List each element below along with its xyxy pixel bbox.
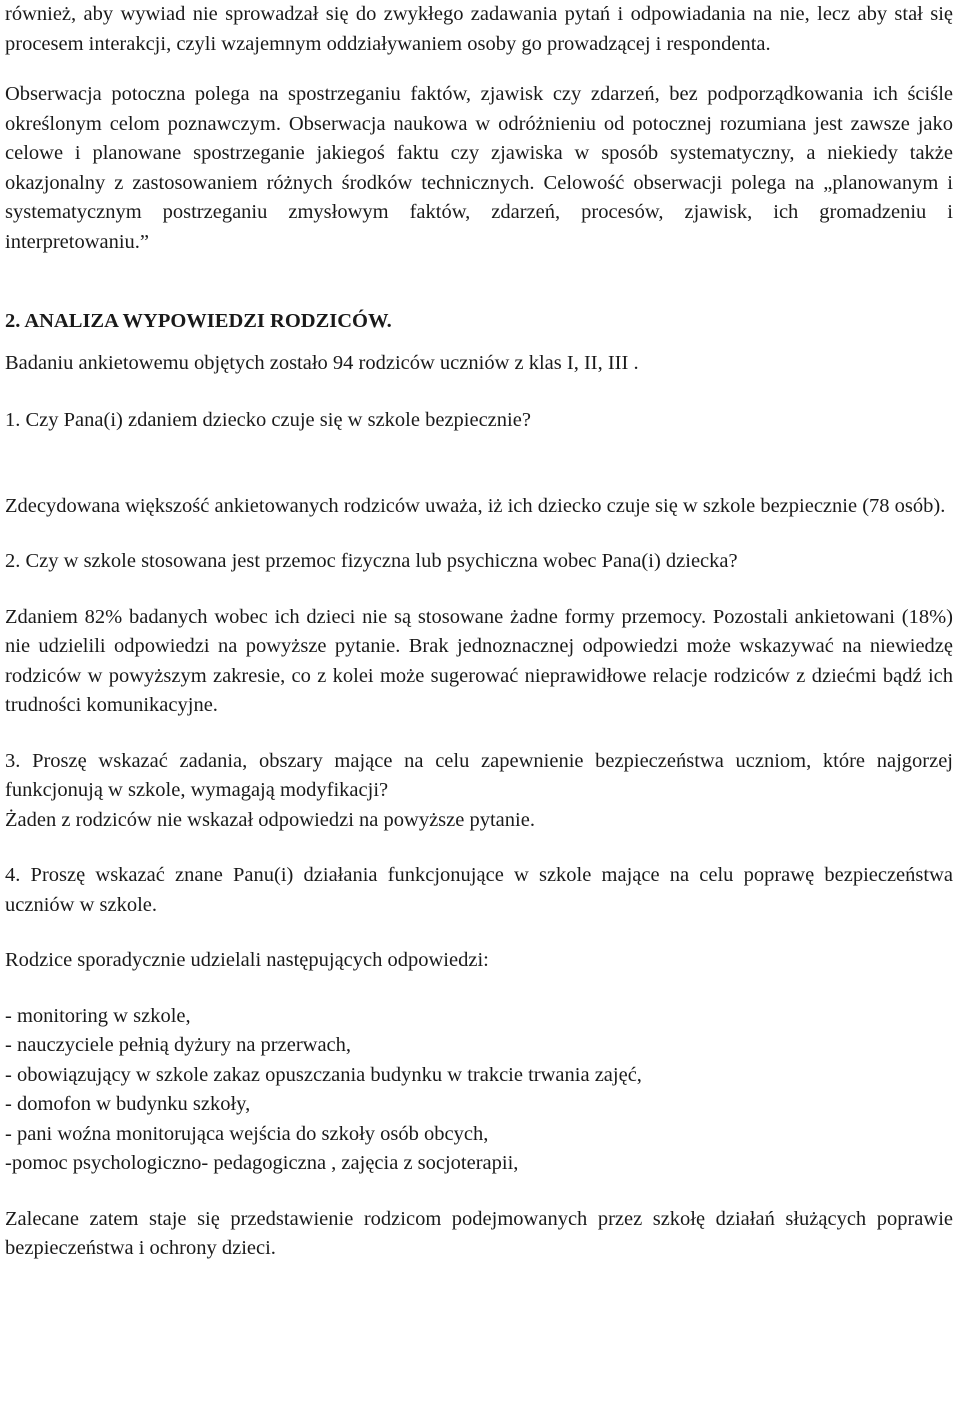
list-item: - pani woźna monitorująca wejścia do szkoły osób obcych, — [5, 1122, 489, 1145]
list-item: - monitoring w szkole, — [5, 1004, 191, 1027]
paragraph-observation: Obserwacja potoczna polega na spostrzeganiu faktów, zjawisk czy zdarzeń, bez podporządkowania ich ściśle określonym celom poznawczym. Obserwacja naukowa w odróżnieniu od potocznej rozumiana jest zawsze jako celowe i planowane spostrzeganie jakiegoś faktu czy zjawiska w sposób systematyczny, a niekiedy także okazjonalny z zastosowaniem różnych środków technicznych. Celowość obserwacji polega na „planowanym i systematycznym postrzeganiu zmysłowym faktów, zdarzeń, procesów, zjawisk, ich gromadzeniu i interpretowaniu.” — [5, 83, 953, 253]
list-item: - obowiązujący w szkole zakaz opuszczania budynku w trakcie trwania zajęć, — [5, 1063, 642, 1086]
paragraph-survey-intro: Badaniu ankietowemu objętych zostało 94 rodziców uczniów z klas I, II, III . — [5, 351, 639, 374]
list-item: - nauczyciele pełnią dyżury na przerwach, — [5, 1034, 352, 1056]
list-item: -pomoc psychologiczno- pedagogiczna , zajęcia z socjoterapii, — [5, 1152, 519, 1174]
answer-3: Żaden z rodziców nie wskazał odpowiedzi na powyższe pytanie. — [5, 808, 535, 831]
paragraph-interview: również, aby wywiad nie sprowadzał się do zwykłego zadawania pytań i odpowiadania na nie, lecz aby stał się procesem interakcji, czyli wzajemnym oddziaływaniem osoby go prowadzącej i respondenta. — [5, 3, 953, 55]
answer-1: Zdecydowana większość ankietowanych rodziców uważa, iż ich dziecko czuje się w szkole bezpiecznie (78 osób). — [5, 494, 946, 517]
question-1: 1. Czy Pana(i) zdaniem dziecko czuje się w szkole bezpiecznie? — [5, 409, 531, 431]
question-3: 3. Proszę wskazać zadania, obszary mające na celu zapewnienie bezpieczeństwa uczniom, które najgorzej funkcjonują w szkole, wymagają modyfikacji? — [5, 749, 953, 801]
answer-4-list — [5, 1002, 960, 1179]
paragraph-conclusion: Zalecane zatem staje się przedstawienie rodzicom podejmowanych przez szkołę działań służących poprawie bezpieczeństwa i ochrony dzieci. — [5, 1207, 953, 1259]
list-item: - domofon w budynku szkoły, — [5, 1093, 251, 1115]
answer-4-intro: Rodzice sporadycznie udzielali następujących odpowiedzi: — [5, 949, 489, 971]
answer-2: Zdaniem 82% badanych wobec ich dzieci nie są stosowane żadne formy przemocy. Pozostali ankietowani (18%) nie udzielili odpowiedzi na powyższe pytanie. Brak jednoznacznej odpowiedzi może wskazywać na niewiedzę rodziców w powyższym zakresie, co z kolei może sugerować nieprawidłowe relacje rodziców z dziećmi bądź ich trudności komunikacyjne. — [5, 605, 953, 716]
section-heading: 2. ANALIZA WYPOWIEDZI RODZICÓW. — [5, 310, 392, 332]
question-4: 4. Proszę wskazać znane Panu(i) działania funkcjonujące w szkole mające na celu poprawę bezpieczeństwa uczniów w szkole. — [5, 864, 953, 916]
question-2: 2. Czy w szkole stosowana jest przemoc fizyczna lub psychiczna wobec Pana(i) dziecka? — [5, 550, 738, 572]
